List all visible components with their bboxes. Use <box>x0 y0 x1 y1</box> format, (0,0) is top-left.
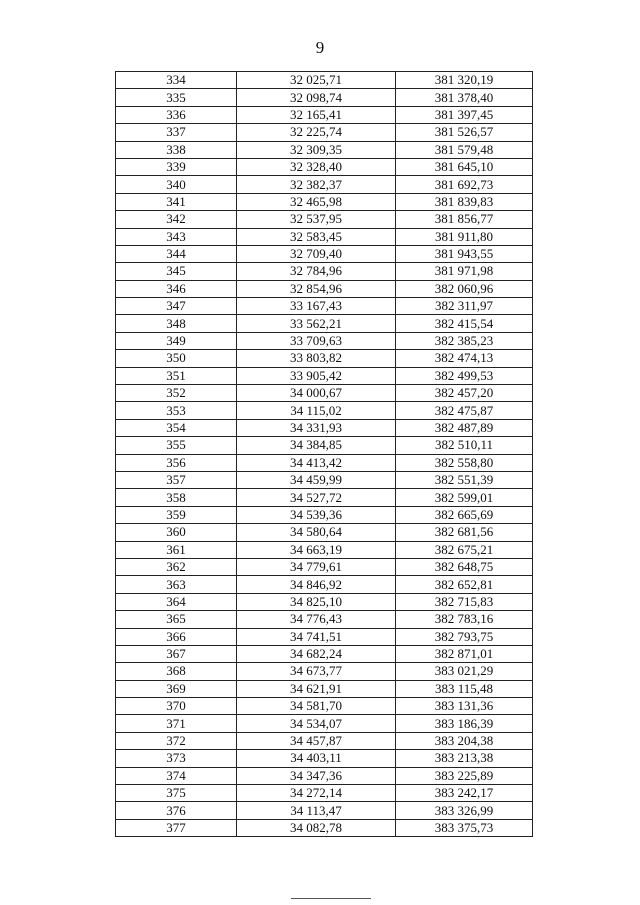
x-coordinate-cell: 34 741,51 <box>237 628 396 645</box>
point-number-cell: 349 <box>116 332 237 349</box>
y-coordinate-cell: 382 558,80 <box>396 454 533 471</box>
x-coordinate-cell: 34 331,93 <box>237 419 396 436</box>
y-coordinate-cell: 383 021,29 <box>396 663 533 680</box>
x-coordinate-cell: 32 854,96 <box>237 280 396 297</box>
y-coordinate-cell: 382 385,23 <box>396 332 533 349</box>
y-coordinate-cell: 381 839,83 <box>396 193 533 210</box>
point-number-cell: 354 <box>116 419 237 436</box>
page-number: 9 <box>315 38 325 57</box>
point-number-cell: 350 <box>116 350 237 367</box>
y-coordinate-cell: 382 599,01 <box>396 489 533 506</box>
y-coordinate-cell: 382 675,21 <box>396 541 533 558</box>
table-row <box>116 193 533 210</box>
table-row <box>116 802 533 819</box>
y-coordinate-cell: 382 871,01 <box>396 645 533 662</box>
point-number-cell: 342 <box>116 211 237 228</box>
table-row <box>116 437 533 454</box>
x-coordinate-cell: 32 098,74 <box>237 89 396 106</box>
point-number-cell: 357 <box>116 471 237 488</box>
y-coordinate-cell: 383 225,89 <box>396 767 533 784</box>
point-number-cell: 352 <box>116 385 237 402</box>
table-row <box>116 524 533 541</box>
x-coordinate-cell: 34 459,99 <box>237 471 396 488</box>
table-row <box>116 750 533 767</box>
x-coordinate-cell: 34 539,36 <box>237 506 396 523</box>
table-row <box>116 541 533 558</box>
x-coordinate-cell: 33 167,43 <box>237 298 396 315</box>
x-coordinate-cell: 34 663,19 <box>237 541 396 558</box>
table-row <box>116 819 533 836</box>
y-coordinate-cell: 381 397,45 <box>396 106 533 123</box>
table-row <box>116 124 533 141</box>
table-row <box>116 506 533 523</box>
table-row <box>116 228 533 245</box>
table-row <box>116 558 533 575</box>
point-number-cell: 365 <box>116 611 237 628</box>
x-coordinate-cell: 33 709,63 <box>237 332 396 349</box>
x-coordinate-cell: 34 581,70 <box>237 698 396 715</box>
y-coordinate-cell: 382 415,54 <box>396 315 533 332</box>
point-number-cell: 363 <box>116 576 237 593</box>
y-coordinate-cell: 383 375,73 <box>396 819 533 836</box>
x-coordinate-cell: 34 825,10 <box>237 593 396 610</box>
table-row <box>116 141 533 158</box>
point-number-cell: 346 <box>116 280 237 297</box>
point-number-cell: 334 <box>116 72 237 89</box>
y-coordinate-cell: 383 131,36 <box>396 698 533 715</box>
x-coordinate-cell: 32 328,40 <box>237 158 396 175</box>
y-coordinate-cell: 382 311,97 <box>396 298 533 315</box>
table-row <box>116 611 533 628</box>
point-number-cell: 366 <box>116 628 237 645</box>
table-row <box>116 419 533 436</box>
point-number-cell: 371 <box>116 715 237 732</box>
y-coordinate-cell: 382 499,53 <box>396 367 533 384</box>
table-row <box>116 350 533 367</box>
point-number-cell: 339 <box>116 158 237 175</box>
x-coordinate-cell: 34 673,77 <box>237 663 396 680</box>
point-number-cell: 356 <box>116 454 237 471</box>
point-number-cell: 374 <box>116 767 237 784</box>
table-row <box>116 663 533 680</box>
point-number-cell: 351 <box>116 367 237 384</box>
y-coordinate-cell: 382 793,75 <box>396 628 533 645</box>
point-number-cell: 348 <box>116 315 237 332</box>
coordinates-table <box>115 71 533 837</box>
point-number-cell: 344 <box>116 245 237 262</box>
table-row <box>116 211 533 228</box>
x-coordinate-cell: 34 776,43 <box>237 611 396 628</box>
table-row <box>116 402 533 419</box>
point-number-cell: 369 <box>116 680 237 697</box>
table-row <box>116 785 533 802</box>
table-row <box>116 715 533 732</box>
point-number-cell: 340 <box>116 176 237 193</box>
point-number-cell: 368 <box>116 663 237 680</box>
table-row <box>116 72 533 89</box>
point-number-cell: 377 <box>116 819 237 836</box>
x-coordinate-cell: 32 225,74 <box>237 124 396 141</box>
y-coordinate-cell: 382 551,39 <box>396 471 533 488</box>
y-coordinate-cell: 381 645,10 <box>396 158 533 175</box>
y-coordinate-cell: 381 579,48 <box>396 141 533 158</box>
x-coordinate-cell: 34 113,47 <box>237 802 396 819</box>
table-row <box>116 298 533 315</box>
x-coordinate-cell: 32 382,37 <box>237 176 396 193</box>
table-row <box>116 158 533 175</box>
table-row <box>116 645 533 662</box>
point-number-cell: 360 <box>116 524 237 541</box>
y-coordinate-cell: 382 681,56 <box>396 524 533 541</box>
y-coordinate-cell: 383 204,38 <box>396 732 533 749</box>
x-coordinate-cell: 32 309,35 <box>237 141 396 158</box>
x-coordinate-cell: 32 465,98 <box>237 193 396 210</box>
table-row <box>116 106 533 123</box>
point-number-cell: 347 <box>116 298 237 315</box>
x-coordinate-cell: 32 025,71 <box>237 72 396 89</box>
y-coordinate-cell: 381 692,73 <box>396 176 533 193</box>
y-coordinate-cell: 383 115,48 <box>396 680 533 697</box>
y-coordinate-cell: 381 378,40 <box>396 89 533 106</box>
x-coordinate-cell: 34 682,24 <box>237 645 396 662</box>
x-coordinate-cell: 34 621,91 <box>237 680 396 697</box>
point-number-cell: 364 <box>116 593 237 610</box>
y-coordinate-cell: 382 475,87 <box>396 402 533 419</box>
y-coordinate-cell: 382 652,81 <box>396 576 533 593</box>
table-row <box>116 454 533 471</box>
table-row <box>116 89 533 106</box>
x-coordinate-cell: 32 583,45 <box>237 228 396 245</box>
point-number-cell: 343 <box>116 228 237 245</box>
y-coordinate-cell: 381 911,80 <box>396 228 533 245</box>
table-row <box>116 332 533 349</box>
x-coordinate-cell: 34 115,02 <box>237 402 396 419</box>
x-coordinate-cell: 34 534,07 <box>237 715 396 732</box>
y-coordinate-cell: 382 060,96 <box>396 280 533 297</box>
table-row <box>116 732 533 749</box>
table-row <box>116 245 533 262</box>
y-coordinate-cell: 382 783,16 <box>396 611 533 628</box>
x-coordinate-cell: 34 457,87 <box>237 732 396 749</box>
x-coordinate-cell: 34 000,67 <box>237 385 396 402</box>
point-number-cell: 336 <box>116 106 237 123</box>
y-coordinate-cell: 381 856,77 <box>396 211 533 228</box>
x-coordinate-cell: 32 165,41 <box>237 106 396 123</box>
y-coordinate-cell: 382 665,69 <box>396 506 533 523</box>
point-number-cell: 358 <box>116 489 237 506</box>
point-number-cell: 362 <box>116 558 237 575</box>
y-coordinate-cell: 381 526,57 <box>396 124 533 141</box>
y-coordinate-cell: 382 715,83 <box>396 593 533 610</box>
table-row <box>116 698 533 715</box>
y-coordinate-cell: 383 186,39 <box>396 715 533 732</box>
x-coordinate-cell: 34 413,42 <box>237 454 396 471</box>
x-coordinate-cell: 33 803,82 <box>237 350 396 367</box>
table-row <box>116 176 533 193</box>
y-coordinate-cell: 382 474,13 <box>396 350 533 367</box>
y-coordinate-cell: 382 648,75 <box>396 558 533 575</box>
table-row <box>116 767 533 784</box>
y-coordinate-cell: 382 457,20 <box>396 385 533 402</box>
x-coordinate-cell: 32 537,95 <box>237 211 396 228</box>
point-number-cell: 367 <box>116 645 237 662</box>
table-row <box>116 385 533 402</box>
y-coordinate-cell: 382 510,11 <box>396 437 533 454</box>
y-coordinate-cell: 383 213,38 <box>396 750 533 767</box>
table-row <box>116 280 533 297</box>
bottom-divider <box>291 898 371 899</box>
x-coordinate-cell: 32 784,96 <box>237 263 396 280</box>
point-number-cell: 338 <box>116 141 237 158</box>
x-coordinate-cell: 34 779,61 <box>237 558 396 575</box>
table-row <box>116 593 533 610</box>
x-coordinate-cell: 32 709,40 <box>237 245 396 262</box>
table-row <box>116 367 533 384</box>
point-number-cell: 376 <box>116 802 237 819</box>
point-number-cell: 370 <box>116 698 237 715</box>
point-number-cell: 335 <box>116 89 237 106</box>
table-row <box>116 315 533 332</box>
x-coordinate-cell: 34 403,11 <box>237 750 396 767</box>
x-coordinate-cell: 34 846,92 <box>237 576 396 593</box>
point-number-cell: 361 <box>116 541 237 558</box>
table-row <box>116 628 533 645</box>
x-coordinate-cell: 34 272,14 <box>237 785 396 802</box>
x-coordinate-cell: 34 384,85 <box>237 437 396 454</box>
point-number-cell: 359 <box>116 506 237 523</box>
x-coordinate-cell: 34 527,72 <box>237 489 396 506</box>
table-row <box>116 680 533 697</box>
point-number-cell: 372 <box>116 732 237 749</box>
x-coordinate-cell: 34 347,36 <box>237 767 396 784</box>
table-row <box>116 489 533 506</box>
x-coordinate-cell: 33 905,42 <box>237 367 396 384</box>
y-coordinate-cell: 383 242,17 <box>396 785 533 802</box>
x-coordinate-cell: 33 562,21 <box>237 315 396 332</box>
point-number-cell: 355 <box>116 437 237 454</box>
point-number-cell: 341 <box>116 193 237 210</box>
table-row <box>116 576 533 593</box>
x-coordinate-cell: 34 580,64 <box>237 524 396 541</box>
y-coordinate-cell: 381 320,19 <box>396 72 533 89</box>
y-coordinate-cell: 381 943,55 <box>396 245 533 262</box>
point-number-cell: 353 <box>116 402 237 419</box>
y-coordinate-cell: 383 326,99 <box>396 802 533 819</box>
coordinates-table-body <box>116 72 533 837</box>
table-row <box>116 471 533 488</box>
table-row <box>116 263 533 280</box>
y-coordinate-cell: 381 971,98 <box>396 263 533 280</box>
x-coordinate-cell: 34 082,78 <box>237 819 396 836</box>
point-number-cell: 373 <box>116 750 237 767</box>
y-coordinate-cell: 382 487,89 <box>396 419 533 436</box>
point-number-cell: 375 <box>116 785 237 802</box>
point-number-cell: 337 <box>116 124 237 141</box>
point-number-cell: 345 <box>116 263 237 280</box>
